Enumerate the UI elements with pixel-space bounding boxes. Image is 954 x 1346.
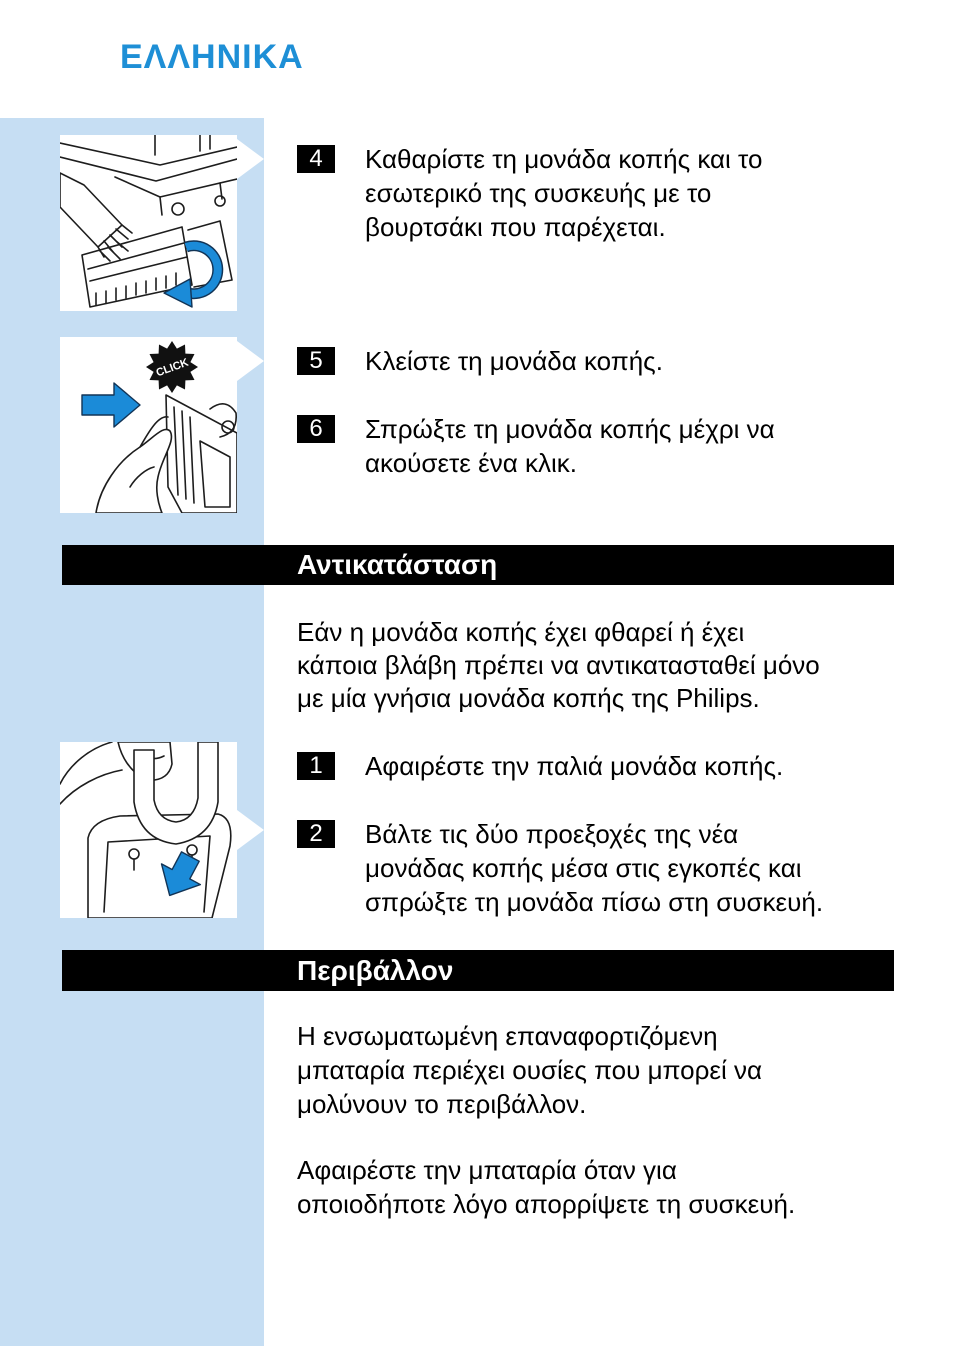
language-heading: ΕΛΛΗΝΙΚΑ bbox=[120, 38, 304, 76]
text-line: Κλείστε τη μονάδα κοπής. bbox=[365, 346, 663, 376]
text-line: Αφαιρέστε την παλιά μονάδα κοπής. bbox=[365, 751, 784, 781]
text-line: Αφαιρέστε την μπαταρία όταν για bbox=[297, 1155, 677, 1185]
section-header-bar bbox=[62, 545, 894, 585]
section-header-bar bbox=[62, 950, 894, 991]
cutter-unit bbox=[134, 742, 218, 844]
text-line: μολύνουν το περιβάλλον. bbox=[297, 1089, 587, 1119]
step-number-badge: 6 bbox=[297, 415, 335, 443]
cutter-unit bbox=[166, 395, 237, 513]
step-instruction bbox=[365, 817, 823, 919]
text-line: μπαταρία περιέχει ουσίες που μπορεί να bbox=[297, 1055, 763, 1085]
pointer-notch-icon bbox=[237, 341, 264, 381]
text-line: Βάλτε τις δύο προεξοχές της νέα bbox=[365, 819, 739, 849]
cutter-replacement-illustration bbox=[60, 742, 237, 918]
step-instruction bbox=[365, 142, 762, 244]
click-label: CLICK bbox=[154, 356, 191, 380]
step-number-badge: 5 bbox=[297, 347, 335, 375]
section-intro bbox=[297, 616, 820, 715]
cutter-click-drawing bbox=[60, 337, 237, 513]
text-line: βουρτσάκι που παρέχεται. bbox=[365, 212, 666, 242]
pointer-notch-icon bbox=[237, 139, 264, 179]
section-title: Περιβάλλον bbox=[297, 955, 454, 986]
text-line: Εάν η μονάδα κοπής έχει φθαρεί ή έχει bbox=[297, 617, 745, 647]
cutter-replacement-drawing bbox=[60, 742, 237, 918]
text-line: Καθαρίστε τη μονάδα κοπής και το bbox=[365, 144, 763, 174]
text-line: κάποια βλάβη πρέπει να αντικατασταθεί μόνο bbox=[297, 650, 820, 680]
paragraph bbox=[297, 1019, 762, 1121]
brush-cleaning-illustration bbox=[60, 135, 237, 311]
paragraph bbox=[297, 1153, 795, 1221]
section-title: Αντικατάσταση bbox=[297, 549, 498, 580]
text-line: μονάδας κοπής μέσα στις εγκοπές και bbox=[365, 853, 802, 883]
text-line: οποιοδήποτε λόγο απορρίψετε τη συσκευή. bbox=[297, 1189, 796, 1219]
push-arrow-icon bbox=[82, 383, 140, 427]
step-number-badge: 2 bbox=[297, 820, 335, 848]
text-line: Σπρώξτε τη μονάδα κοπής μέχρι να bbox=[365, 414, 775, 444]
brush-cleaning-drawing bbox=[60, 135, 237, 311]
step-instruction bbox=[365, 344, 663, 378]
hand bbox=[96, 417, 171, 513]
step-number-badge: 1 bbox=[297, 752, 335, 780]
click-burst-icon bbox=[146, 341, 198, 393]
cutter-click-illustration bbox=[60, 337, 237, 513]
hand bbox=[60, 742, 172, 804]
pointer-notch-icon bbox=[237, 810, 264, 850]
step-number-badge: 4 bbox=[297, 145, 335, 173]
text-line: με μία γνήσια μονάδα κοπής της Philips. bbox=[297, 683, 760, 713]
text-line: Η ενσωματωμένη επαναφορτιζόμενη bbox=[297, 1021, 718, 1051]
text-line: ακούσετε ένα κλικ. bbox=[365, 448, 577, 478]
step-instruction bbox=[365, 412, 775, 480]
step-instruction bbox=[365, 749, 783, 783]
text-line: εσωτερικό της συσκευής με το bbox=[365, 178, 712, 208]
text-line: σπρώξτε τη μονάδα πίσω στη συσκευή. bbox=[365, 887, 824, 917]
